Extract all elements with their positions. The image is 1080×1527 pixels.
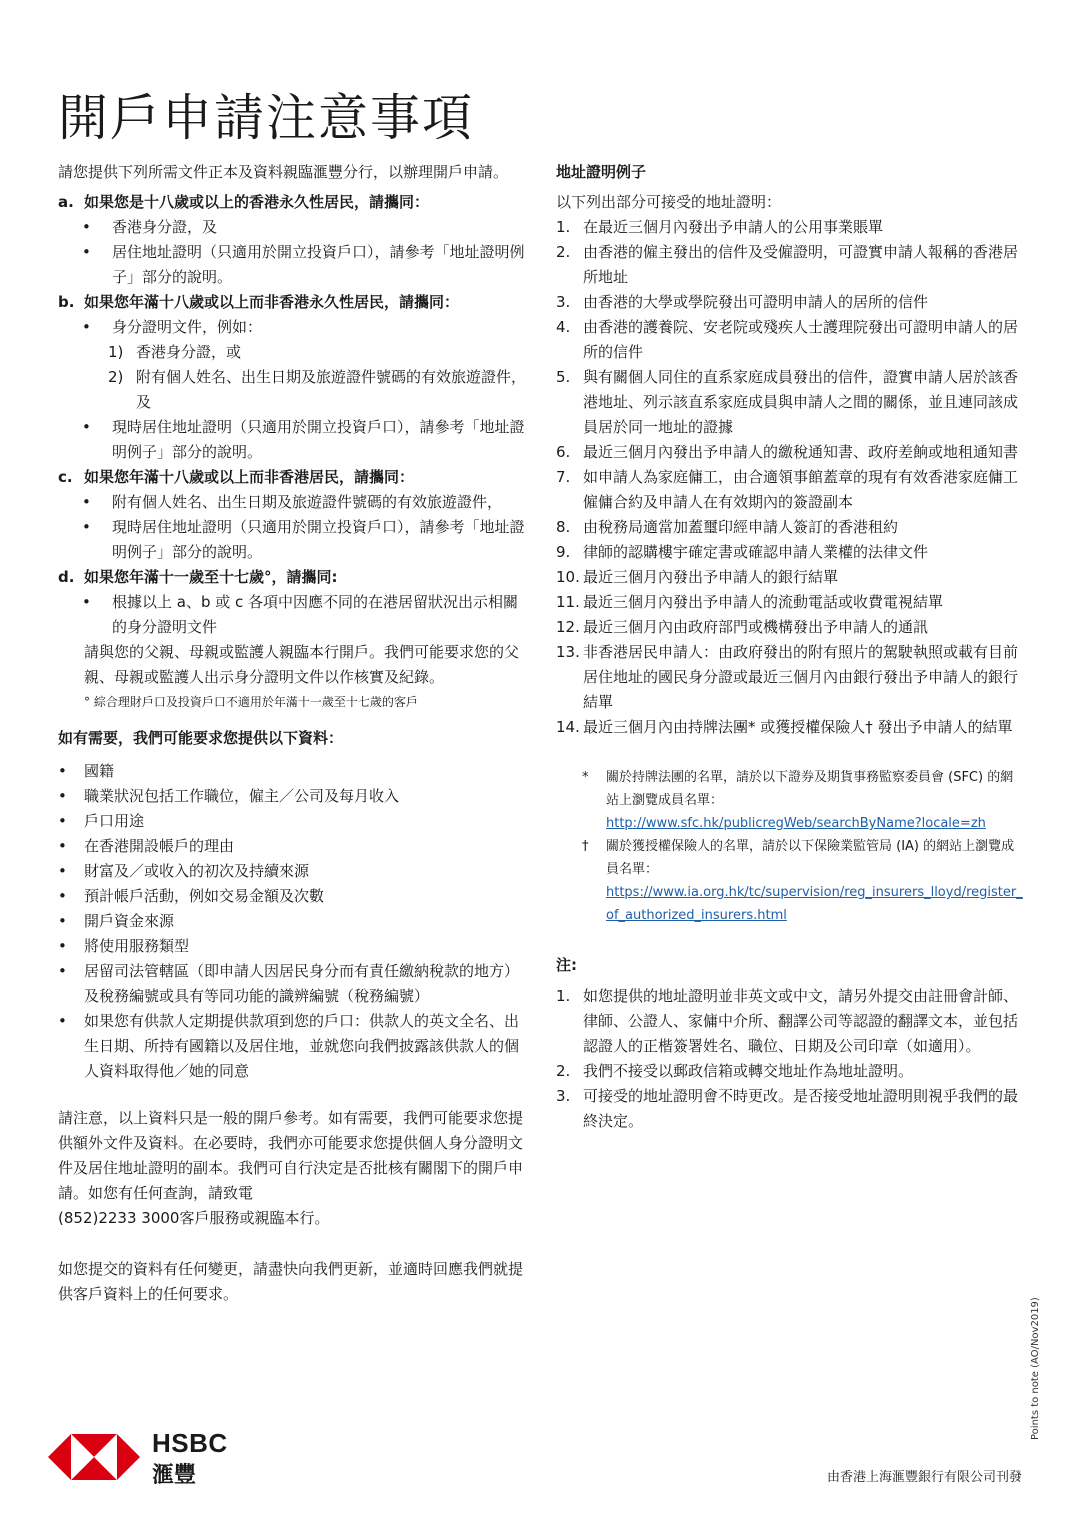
address-proof-item xyxy=(556,615,1026,640)
subitem-text: 香港身分證，或 xyxy=(136,343,242,361)
section-b-subitem xyxy=(58,340,528,365)
note-text: 我們不接受以郵政信箱或轉交地址作為地址證明。 xyxy=(583,1062,914,1080)
extra-info-item: • 將使用服務類型 xyxy=(58,934,528,959)
footnote-sfc xyxy=(556,766,1026,835)
item-text: 與有關個人同住的直系家庭成員發出的信件，證實申請人居於該香港地址、列示該直系家庭成員與申請人之間的關係，並且連同該成員居於同一地址的證據 xyxy=(583,368,1019,436)
section-c-item: • 現時居住地址證明（只適用於開立投資戶口），請參考「地址證明例子」部分的說明。 xyxy=(58,515,528,565)
section-b-subitem xyxy=(58,365,528,415)
item-text: 律師的認購樓宇確定書或確認申請人業權的法律文件 xyxy=(583,543,929,561)
publisher-text: 由香港上海滙豐銀行有限公司刊發 xyxy=(826,1470,1022,1485)
ia-link[interactable]: https://www.ia.org.hk/tc/supervision/reg_insurers_lloyd/register_of_authorized_insurers.html xyxy=(606,885,1023,923)
address-proof-item xyxy=(556,640,1026,715)
extra-info-item: • 預計帳戶活動，例如交易金額及次數 xyxy=(58,884,528,909)
item-text: 由香港的護養院、安老院或殘疾人士護理院發出可證明申請人的居所的信件 xyxy=(583,318,1019,361)
extra-info-item: • 開戶資金來源 xyxy=(58,909,528,934)
item-text: 如申請人為家庭傭工，由合適領事館蓋章的現有有效香港家庭傭工僱傭合約及申請人在有效期內的簽證副本 xyxy=(583,468,1019,511)
item-number: 14. xyxy=(556,718,580,736)
item-text: 最近三個月內由持牌法團* 或獲授權保險人† 發出予申請人的結單 xyxy=(583,718,1013,736)
address-proof-item xyxy=(556,590,1026,615)
extra-info-heading: 如有需要，我們可能要求您提供以下資料： xyxy=(58,729,344,747)
item-number: 8. xyxy=(556,518,571,536)
logo-wordmark-zh: 滙豐 xyxy=(152,1463,197,1488)
section-c xyxy=(58,465,528,565)
address-proof-item xyxy=(556,240,1026,290)
item-text: 非香港居民申請人：由政府發出的附有照片的駕駛執照或載有目前居住地址的國民身分證或最近三個月內由銀行發出予申請人的銀行結單 xyxy=(583,643,1019,711)
note-text: 如您提供的地址證明並非英文或中文，請另外提交由註冊會計師、律師、公證人、家傭中介所、翻譯公司等認證的翻譯文本，並包括認證人的正楷簽署姓名、職位、日期及公司印章（如適用）。 xyxy=(583,987,1019,1055)
subitem-text: 附有個人姓名、出生日期及旅遊證件號碼的有效旅遊證件，及 xyxy=(136,368,527,411)
item-text: 由稅務局適當加蓋璽印經申請人簽訂的香港租約 xyxy=(583,518,899,536)
note-number: 2. xyxy=(556,1062,571,1080)
item-text: 由香港的大學或學院發出可證明申請人的居所的信件 xyxy=(583,293,929,311)
section-a-heading: 如果您是十八歲或以上的香港永久性居民，請攜同： xyxy=(84,193,430,211)
section-c-heading: 如果您年滿十八歲或以上而非香港居民，請攜同： xyxy=(84,468,415,486)
item-number: 1. xyxy=(556,218,571,236)
address-proof-item xyxy=(556,715,1026,740)
address-proof-item xyxy=(556,215,1026,240)
section-a-item: • 居住地址證明（只適用於開立投資戶口），請參考「地址證明例子」部分的說明。 xyxy=(58,240,528,290)
extra-info-item: • 財富及／或收入的初次及持續來源 xyxy=(58,859,528,884)
section-d-label: d. xyxy=(58,568,75,586)
section-d-footnote: ° 綜合理財戶口及投資戶口不適用於年滿十一歲至十七歲的客戶 xyxy=(84,695,418,709)
address-proof-heading: 地址證明例子 xyxy=(556,163,647,181)
item-number: 12. xyxy=(556,618,580,636)
item-text: 最近三個月內發出予申請人的銀行結單 xyxy=(583,568,839,586)
footnote-text: 關於獲授權保險人的名單，請於以下保險業監管局 (IA) 的網站上瀏覽成員名單： xyxy=(606,839,1015,877)
section-b-item: • 身分證明文件，例如： xyxy=(58,315,528,340)
address-proof-item xyxy=(556,290,1026,315)
subitem-number: 2) xyxy=(108,368,124,386)
section-d-item: • 根據以上 a、b 或 c 各項中因應不同的在港居留狀況出示相關的身分證明文件 xyxy=(58,590,528,640)
intro-text: 請您提供下列所需文件正本及資料親臨滙豐分行，以辦理開戶申請。 xyxy=(58,163,509,181)
item-text: 在最近三個月內發出予申請人的公用事業賬單 xyxy=(583,218,884,236)
extra-info-item: • 戶口用途 xyxy=(58,809,528,834)
item-text: 最近三個月內發出予申請人的繳稅通知書、政府差餉或地租通知書 xyxy=(583,443,1019,461)
extra-info-list xyxy=(58,759,528,1084)
address-proof-item xyxy=(556,515,1026,540)
address-proof-item xyxy=(556,540,1026,565)
extra-info-item: • 職業狀況包括工作職位，僱主／公司及每月收入 xyxy=(58,784,528,809)
address-proof-item xyxy=(556,365,1026,440)
item-number: 3. xyxy=(556,293,571,311)
address-proof-item xyxy=(556,440,1026,465)
item-number: 7. xyxy=(556,468,571,486)
address-proof-item xyxy=(556,565,1026,590)
right-column xyxy=(556,160,1026,1134)
section-c-item: • 附有個人姓名、出生日期及旅遊證件號碼的有效旅遊證件， xyxy=(58,490,528,515)
item-number: 2. xyxy=(556,243,571,261)
item-number: 9. xyxy=(556,543,571,561)
section-a-item: • 香港身分證，及 xyxy=(58,215,528,240)
logo-wordmark-en: HSBC xyxy=(152,1428,228,1458)
section-d-heading: 如果您年滿十一歲至十七歲°，請攜同: xyxy=(84,568,338,586)
extra-info-item: • 居留司法管轄區（即申請人因居民身分而有責任繳納稅款的地方）及稅務編號或具有等同功能的識辨編號（稅務編號） xyxy=(58,959,528,1009)
notes-list xyxy=(556,984,1026,1134)
section-b-item: • 現時居住地址證明（只適用於開立投資戶口），請參考「地址證明例子」部分的說明。 xyxy=(58,415,528,465)
item-number: 13. xyxy=(556,643,580,661)
section-b xyxy=(58,290,528,465)
item-number: 5. xyxy=(556,368,571,386)
update-info-paragraph: 如您提交的資料有任何變更，請盡快向我們更新，並適時回應我們就提供客戶資料上的任何要求。 xyxy=(58,1260,524,1303)
note-number: 1. xyxy=(556,987,571,1005)
address-proof-list xyxy=(556,215,1026,740)
item-text: 最近三個月內由政府部門或機構發出予申請人的通訊 xyxy=(583,618,929,636)
page-title: 開戶申請注意事項 xyxy=(58,89,474,147)
item-number: 11. xyxy=(556,593,580,611)
contact-phone-line: (852)2233 3000客戶服務或親臨本行。 xyxy=(58,1209,330,1227)
sfc-link[interactable]: http://www.sfc.hk/publicregWeb/searchByName?locale=zh xyxy=(606,816,986,831)
section-b-heading: 如果您年滿十八歲或以上而非香港永久性居民，請攜同： xyxy=(84,293,460,311)
extra-info-item: • 如果您有供款人定期提供款項到您的戶口：供款人的英文全名、出生日期、所持有國籍以及居住地，並就您向我們披露該供款人的個人資料取得他／她的同意 xyxy=(58,1009,528,1084)
item-number: 10. xyxy=(556,568,580,586)
address-proof-intro: 以下列出部分可接受的地址證明： xyxy=(556,193,782,211)
item-number: 4. xyxy=(556,318,571,336)
footnotes xyxy=(556,766,1026,927)
section-d xyxy=(58,565,528,712)
note-item xyxy=(556,984,1026,1059)
section-d-note: 請與您的父親、母親或監護人親臨本行開戶。我們可能要求您的父親、母親或監護人出示身分證明文件以作核實及紀錄。 xyxy=(84,643,520,686)
footnote-ia xyxy=(556,835,1026,927)
address-proof-item xyxy=(556,465,1026,515)
footnote-mark: * xyxy=(582,770,589,785)
item-text: 由香港的僱主發出的信件及受僱證明，可證實申請人報稱的香港居所地址 xyxy=(583,243,1019,286)
notes-heading: 注: xyxy=(556,956,577,974)
left-column xyxy=(58,160,528,1307)
footnote-text: 關於持牌法團的名單，請於以下證券及期貨事務監察委員會 (SFC) 的網站上瀏覽成員名單： xyxy=(606,770,1014,808)
document-code: Points to note (AO/Nov2019) xyxy=(1030,1297,1041,1440)
section-a xyxy=(58,190,528,290)
footnote-mark: † xyxy=(582,839,589,854)
section-a-label: a. xyxy=(58,193,74,211)
item-number: 6. xyxy=(556,443,571,461)
section-b-label: b. xyxy=(58,293,75,311)
note-number: 3. xyxy=(556,1087,571,1105)
note-item xyxy=(556,1059,1026,1084)
note-text: 可接受的地址證明會不時更改。是否接受地址證明則視乎我們的最終決定。 xyxy=(583,1087,1019,1130)
extra-info-item: • 在香港開設帳戶的理由 xyxy=(58,834,528,859)
note-item xyxy=(556,1084,1026,1134)
section-c-label: c. xyxy=(58,468,73,486)
item-text: 最近三個月內發出予申請人的流動電話或收費電視結單 xyxy=(583,593,944,611)
subitem-number: 1) xyxy=(108,343,124,361)
general-reference-paragraph: 請注意，以上資料只是一般的開戶參考。如有需要，我們可能要求您提供額外文件及資料。在必要時，我們亦可能要求您提供個人身分證明文件及居住地址證明的副本。我們可自行決定是否批核有關閣下的開戶申請。如您有任何查詢，請致電 xyxy=(58,1109,524,1202)
extra-info-item: • 國籍 xyxy=(58,759,528,784)
address-proof-item xyxy=(556,315,1026,365)
